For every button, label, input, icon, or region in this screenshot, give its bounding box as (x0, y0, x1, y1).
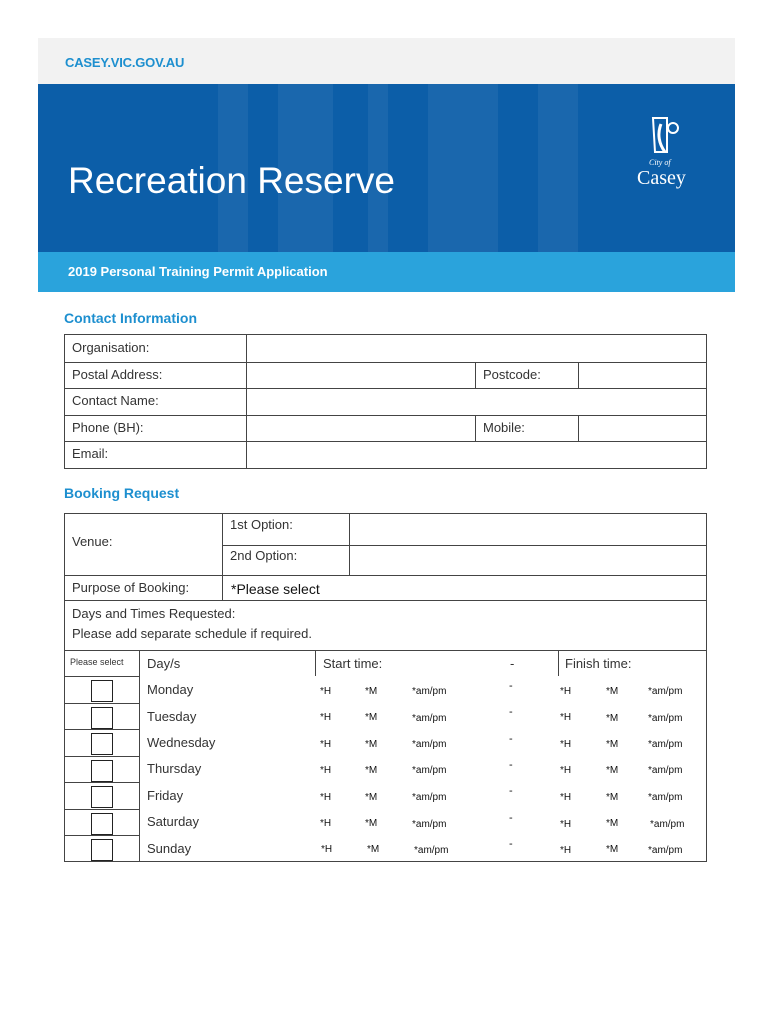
city-of-casey-logo (635, 114, 695, 194)
finish-hour[interactable]: *H (560, 739, 572, 750)
title-banner (38, 84, 735, 252)
postcode-label: Postcode: (483, 367, 541, 382)
tuesday-checkbox[interactable] (91, 707, 113, 729)
form-subtitle: 2019 Personal Training Permit Application (68, 264, 328, 279)
finish-ampm[interactable]: *am/pm (648, 792, 683, 803)
start-hour[interactable]: *H (320, 818, 332, 829)
finish-hour[interactable]: *H (560, 686, 572, 697)
finish-minute[interactable]: *M (606, 818, 619, 829)
day-label: Wednesday (147, 735, 216, 750)
start-ampm[interactable]: *am/pm (412, 686, 447, 697)
day-label: Sunday (147, 841, 192, 856)
select-column-header: Please select (70, 657, 124, 667)
time-separator: - (509, 706, 513, 718)
start-minute[interactable]: *M (365, 712, 378, 723)
friday-checkbox[interactable] (91, 786, 113, 808)
organisation-label: Organisation: (72, 340, 150, 355)
mobile-field[interactable] (579, 416, 706, 441)
wednesday-checkbox[interactable] (91, 733, 113, 755)
start-hour[interactable]: *H (320, 792, 332, 803)
postal-address-label: Postal Address: (72, 367, 163, 382)
start-hour[interactable]: *H (320, 765, 332, 776)
start-hour[interactable]: *H (321, 844, 333, 855)
start-minute[interactable]: *M (365, 792, 378, 803)
site-bar (38, 38, 735, 84)
start-ampm[interactable]: *am/pm (412, 713, 447, 724)
finish-hour[interactable]: *H (560, 712, 572, 723)
start-ampm[interactable]: *am/pm (412, 765, 447, 776)
finish-time-header: Finish time: (565, 656, 632, 671)
start-minute[interactable]: *M (365, 765, 378, 776)
phone-field[interactable] (247, 416, 475, 441)
start-hour[interactable]: *H (320, 686, 332, 697)
schedule-note: Please add separate schedule if required. (72, 626, 312, 641)
finish-minute[interactable]: *M (606, 792, 619, 803)
finish-minute[interactable]: *M (606, 713, 619, 724)
casey-emblem-icon (645, 114, 685, 158)
start-hour[interactable]: *H (320, 712, 332, 723)
organisation-field[interactable] (247, 335, 706, 362)
day-label: Saturday (147, 814, 200, 829)
start-hour[interactable]: *H (320, 739, 332, 750)
finish-hour[interactable]: *H (560, 792, 572, 803)
purpose-label: Purpose of Booking: (72, 580, 190, 595)
finish-hour[interactable]: *H (560, 845, 572, 856)
finish-hour[interactable]: *H (560, 765, 572, 776)
time-separator: - (509, 785, 513, 797)
contact-name-label: Contact Name: (72, 393, 159, 408)
contact-heading: Contact Information (64, 310, 197, 326)
finish-minute[interactable]: *M (606, 844, 619, 855)
postcode-field[interactable] (579, 363, 706, 388)
time-separator: - (509, 838, 513, 850)
start-minute[interactable]: *M (367, 844, 380, 855)
day-label: Monday (147, 682, 194, 697)
day-label: Tuesday (147, 709, 197, 724)
time-separator: - (509, 733, 513, 745)
contact-name-field[interactable] (247, 389, 706, 415)
site-url[interactable]: CASEY.VIC.GOV.AU (65, 55, 185, 70)
finish-ampm[interactable]: *am/pm (648, 739, 683, 750)
start-ampm[interactable]: *am/pm (412, 739, 447, 750)
time-separator: - (509, 812, 513, 824)
option2-label: 2nd Option: (230, 548, 298, 563)
venue-label: Venue: (72, 534, 113, 549)
purpose-select[interactable]: *Please select (231, 581, 320, 597)
monday-checkbox[interactable] (91, 680, 113, 702)
days-column-header: Day/s (147, 656, 181, 671)
day-label: Thursday (147, 761, 202, 776)
start-ampm[interactable]: *am/pm (412, 792, 447, 803)
finish-ampm[interactable]: *am/pm (648, 765, 683, 776)
time-separator: - (509, 759, 513, 771)
email-field[interactable] (247, 442, 706, 468)
days-times-label: Days and Times Requested: (72, 606, 236, 621)
email-label: Email: (72, 446, 109, 461)
booking-heading: Booking Request (64, 485, 180, 501)
start-minute[interactable]: *M (365, 686, 378, 697)
thursday-checkbox[interactable] (91, 760, 113, 782)
finish-ampm[interactable]: *am/pm (648, 845, 683, 856)
day-label: Friday (147, 788, 184, 803)
logo-casey: Casey (637, 167, 686, 189)
start-ampm[interactable]: *am/pm (414, 845, 449, 856)
finish-ampm[interactable]: *am/pm (648, 713, 683, 724)
start-ampm[interactable]: *am/pm (412, 819, 447, 830)
form-page (38, 38, 735, 988)
mobile-label: Mobile: (483, 420, 525, 435)
sunday-checkbox[interactable] (91, 839, 113, 861)
finish-hour[interactable]: *H (560, 819, 572, 830)
finish-minute[interactable]: *M (606, 765, 619, 776)
postal-address-field[interactable] (247, 363, 475, 388)
logo-city-of: City of (649, 158, 671, 167)
booking-table (64, 513, 707, 862)
option1-label: 1st Option: (230, 517, 293, 532)
start-minute[interactable]: *M (365, 818, 378, 829)
finish-minute[interactable]: *M (606, 686, 619, 697)
saturday-checkbox[interactable] (91, 813, 113, 835)
page-title: Recreation Reserve (68, 160, 395, 201)
contact-table (64, 334, 707, 469)
option1-field[interactable] (350, 514, 706, 545)
time-separator: - (509, 680, 513, 692)
option2-field[interactable] (350, 546, 706, 575)
finish-ampm[interactable]: *am/pm (648, 686, 683, 697)
start-minute[interactable]: *M (365, 739, 378, 750)
start-time-header: Start time: (323, 656, 383, 671)
subtitle-bar (38, 252, 735, 292)
phone-label: Phone (BH): (72, 420, 144, 435)
finish-ampm[interactable]: *am/pm (650, 819, 685, 830)
dash-header: - (510, 656, 515, 671)
finish-minute[interactable]: *M (606, 739, 619, 750)
